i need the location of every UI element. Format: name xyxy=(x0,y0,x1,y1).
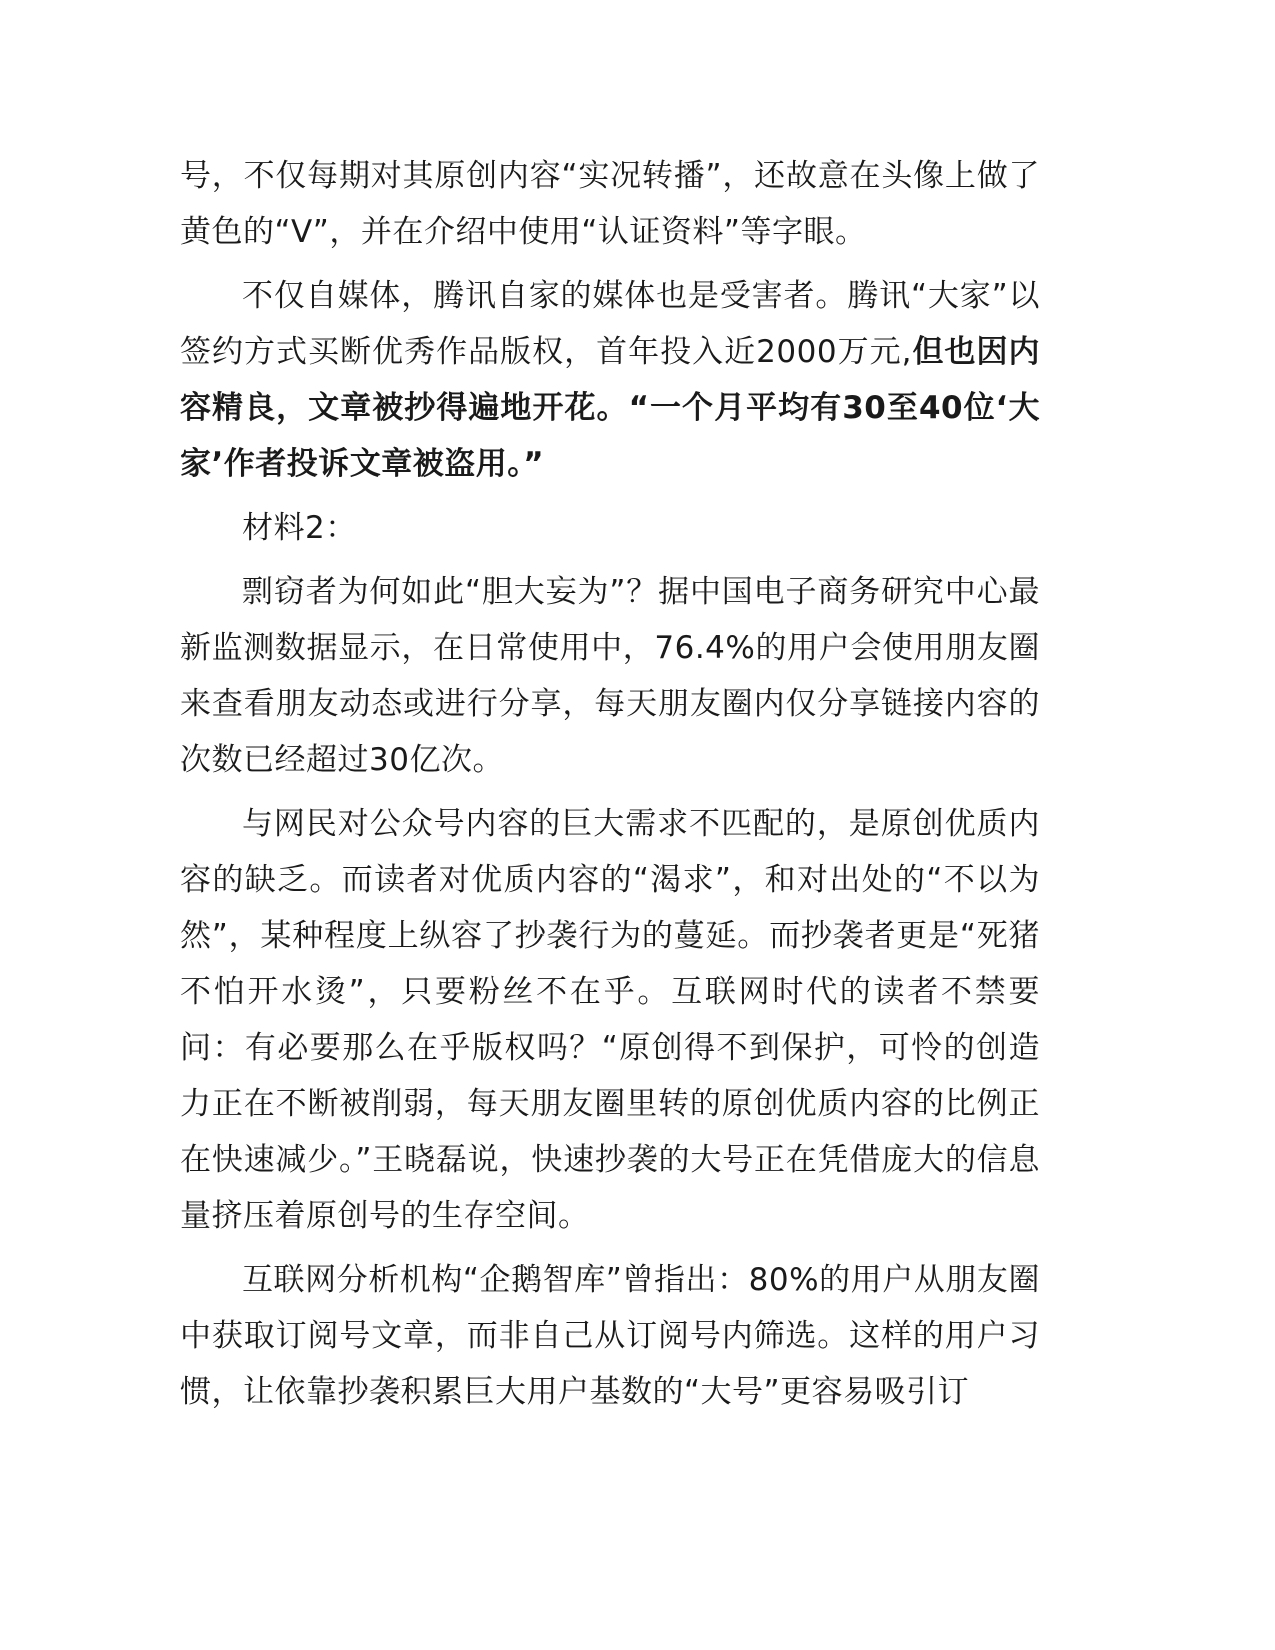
paragraph-1: 号，不仅每期对其原创内容“实况转播”，还故意在头像上做了黄色的“V”，并在介绍中使用“认证资料”等字眼。 xyxy=(180,158,1040,250)
document-body xyxy=(180,148,1040,1428)
paragraph-2-part-b: 但也因内容精良，文章被抄得遍地开花。 xyxy=(180,334,1041,426)
paragraph-2-part-c: “一个月平均有30至40位‘大家’作者投诉文章被盗用。” xyxy=(180,390,1040,482)
paragraph-4: 剽窃者为何如此“胆大妄为”？据中国电子商务研究中心最新监测数据显示，在日常使用中，76.4%的用户会使用朋友圈来查看朋友动态或进行分享，每天朋友圈内仅分享链接内容的次数已经超过30亿次。 xyxy=(180,574,1040,778)
paragraph-6: 互联网分析机构“企鹅智库”曾指出：80%的用户从朋友圈中获取订阅号文章，而非自己从订阅号内筛选。这样的用户习惯，让依靠抄袭积累巨大用户基数的“大号”更容易吸引订 xyxy=(180,1262,1040,1410)
section-heading-material-2: 材料2： xyxy=(242,510,357,546)
paragraph-2-part-a: 不仅自媒体，腾讯自家的媒体也是受害者。腾讯“大家”以签约方式买断优秀作品版权，首年投入近2000万元, xyxy=(180,278,1040,370)
paragraph-2 xyxy=(180,268,1040,492)
paragraph-5: 与网民对公众号内容的巨大需求不匹配的，是原创优质内容的缺乏。而读者对优质内容的“渴求”，和对出处的“不以为然”，某种程度上纵容了抄袭行为的蔓延。而抄袭者更是“死猪不怕开水烫”，只要粉丝不在乎。互联网时代的读者不禁要问：有必要那么在乎版权吗？“原创得不到保护，可怜的创造力正在不断被削弱，每天朋友圈里转的原创优质内容的比例正在快速减少。”王晓磊说，快速抄袭的大号正在凭借庞大的信息量挤压着原创号的生存空间。 xyxy=(180,806,1040,1234)
